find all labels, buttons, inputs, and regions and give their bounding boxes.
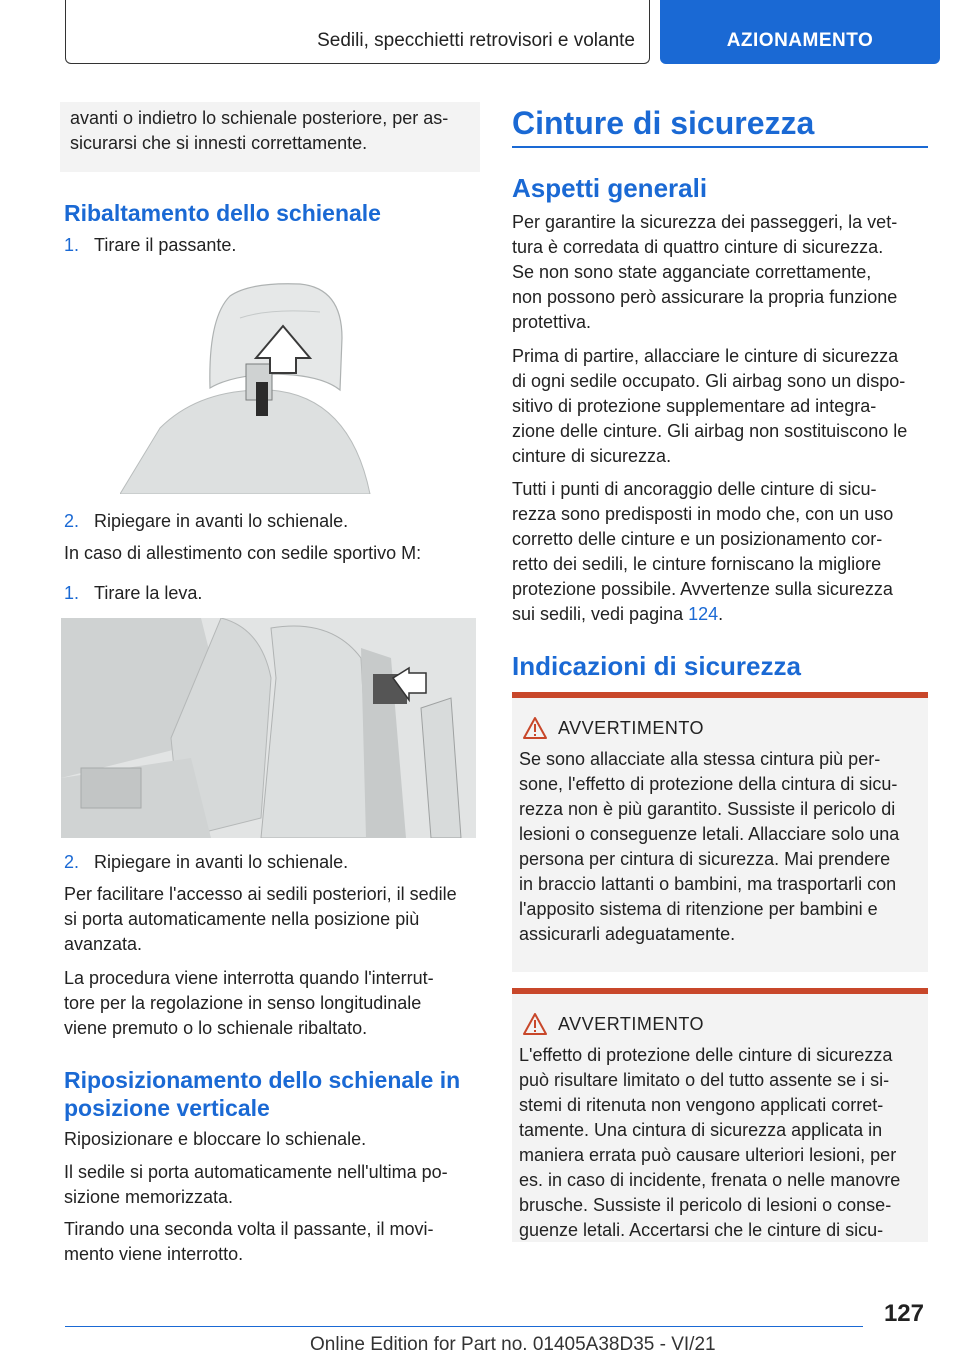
warning-triangle-icon	[522, 716, 548, 740]
paragraph-general-2	[512, 344, 907, 469]
header-chapter-title: AZIONAMENTO	[726, 30, 874, 51]
sport-seat-note: In caso di allestimento con sedile sportivo M:	[64, 543, 422, 563]
text-line: non possono però assicurare la propria funzione	[512, 287, 898, 307]
text-line: lesioni o conseguenze letali. Allacciare solo una	[519, 824, 900, 844]
text-line: corretto delle cinture e un posizionamento cor-	[512, 529, 883, 549]
text-line: sone, l'effetto di protezione della cintura di sicu-	[519, 774, 898, 794]
paragraph-general-3	[512, 477, 893, 627]
text-line: tore per la regolazione in senso longitudinale	[64, 993, 422, 1013]
header-chapter-tab	[660, 0, 940, 64]
heading-cinture: Cinture di sicurezza	[512, 105, 815, 141]
header-section-title: Sedili, specchietti retrovisori e volante	[317, 30, 635, 51]
step-2a	[64, 509, 464, 534]
text-line: stemi di ritenuta non vengono applicati corret-	[519, 1095, 884, 1115]
text-line: avanzata.	[64, 934, 143, 954]
paragraph-access	[64, 882, 484, 957]
warning-box-2	[512, 988, 928, 1242]
text-line: maniera errata può causare ulteriori lesioni, per	[519, 1145, 897, 1165]
heading-underline	[512, 146, 928, 148]
text-span: .	[718, 604, 724, 624]
text-line: Tirando una seconda volta il passante, il movi-	[64, 1219, 434, 1239]
step-1a	[64, 233, 464, 258]
warning-title: AVVERTIMENTO	[558, 1014, 705, 1034]
step-number: 1.	[64, 235, 80, 255]
warning-triangle-icon	[522, 1012, 548, 1036]
text-line: Se sono allacciate alla stessa cintura più per-	[519, 749, 881, 769]
headrest-illustration	[120, 278, 380, 494]
warning-box-1	[512, 692, 928, 972]
paragraph-stop	[64, 1217, 434, 1267]
page-reference-link[interactable]: 124	[688, 604, 719, 624]
paragraph-general-1	[512, 210, 897, 335]
warning-bar	[512, 692, 928, 698]
step-2b	[64, 850, 464, 875]
step-1b	[64, 581, 464, 606]
page-number: 127	[883, 1300, 924, 1327]
text-line: guenze letali. Accertarsi che le cinture di sicu-	[519, 1220, 884, 1240]
step-text: Tirare la leva.	[94, 583, 203, 603]
warning-text	[519, 1043, 900, 1243]
text-line: protezione possibile. Avvertenze sulla sicurezza	[512, 579, 893, 599]
warning-text	[519, 747, 899, 947]
warning-title: AVVERTIMENTO	[558, 718, 705, 738]
text-line: l'apposito sistema di ritenzione per bambini e	[519, 899, 878, 919]
sport-seat-illustration	[61, 618, 476, 838]
text-line: persona per cintura di sicurezza. Mai prendere	[519, 849, 891, 869]
text-line: retto dei sedili, le cinture forniscano la migliore	[512, 554, 882, 574]
text-line: Tutti i punti di ancoraggio delle cinture di sicu-	[512, 479, 877, 499]
step-number: 2.	[64, 852, 80, 872]
text-line: L'effetto di protezione delle cinture di sicurezza	[519, 1045, 893, 1065]
text-line: mento viene interrotto.	[64, 1244, 244, 1264]
heading-indicazioni: Indicazioni di sicurezza	[512, 651, 801, 681]
text-line: sitivo di protezione supplementare ad integra-	[512, 396, 877, 416]
intro-line-2: sicurarsi che si innesti correttamente.	[70, 133, 368, 153]
heading-riposizionamento	[64, 1066, 460, 1122]
text-line: di ogni sedile occupato. Gli airbag sono un dispo-	[512, 371, 906, 391]
paragraph-memory	[64, 1160, 448, 1210]
text-line: Se non sono state agganciate correttamente,	[512, 262, 872, 282]
warning-bar	[512, 988, 928, 994]
footer-edition: Online Edition for Part no. 01405A38D35 - VI/21	[310, 1334, 716, 1355]
step-number: 2.	[64, 511, 80, 531]
text-line: assicurarli adeguatamente.	[519, 924, 736, 944]
paragraph-reposition: Riposizionare e bloccare lo schienale.	[64, 1129, 367, 1149]
text-line: cinture di sicurezza.	[512, 446, 672, 466]
text-line: sizione memorizzata.	[64, 1187, 234, 1207]
step-text: Tirare il passante.	[94, 235, 237, 255]
paragraph-interruption	[64, 966, 484, 1041]
text-line: si porta automaticamente nella posizione più	[64, 909, 420, 929]
header-section-tab	[65, 0, 650, 64]
text-span: sui sedili, vedi pagina	[512, 604, 689, 624]
text-line: Prima di partire, allacciare le cinture di sicurezza	[512, 346, 899, 366]
text-line: zione delle cinture. Gli airbag non sostituiscono le	[512, 421, 908, 441]
heading-ribaltamento: Ribaltamento dello schienale	[64, 200, 381, 226]
text-line: rezza non è più garantito. Sussiste il pericolo di	[519, 799, 896, 819]
step-text: Ripiegare in avanti lo schienale.	[94, 852, 349, 872]
text-line: protettiva.	[512, 312, 592, 332]
footer-divider	[65, 1326, 863, 1327]
text-line: tamente. Una cintura di sicurezza applicata in	[519, 1120, 883, 1140]
heading-line: posizione verticale	[64, 1095, 270, 1121]
text-line: Per facilitare l'accesso ai sedili posteriori, il sedile	[64, 884, 457, 904]
text-line: La procedura viene interrotta quando l'interrut-	[64, 968, 434, 988]
heading-aspetti: Aspetti generali	[512, 173, 708, 203]
text-line: es. in caso di incidente, frenata o nelle manovre	[519, 1170, 901, 1190]
step-number: 1.	[64, 583, 80, 603]
text-line: viene premuto o lo schienale ribaltato.	[64, 1018, 368, 1038]
text-line: Per garantire la sicurezza dei passeggeri, la vet-	[512, 212, 898, 232]
text-line: rezza sono predisposti in modo che, con un uso	[512, 504, 894, 524]
intro-box	[60, 102, 480, 172]
text-line: Il sedile si porta automaticamente nell'ultima po-	[64, 1162, 448, 1182]
heading-line: Riposizionamento dello schienale in	[64, 1067, 461, 1093]
intro-line-1: avanti o indietro lo schienale posteriore, per as-	[70, 108, 449, 128]
text-line: tura è corredata di quattro cinture di sicurezza.	[512, 237, 884, 257]
text-line: può risultare limitato o del tutto assente se i si-	[519, 1070, 890, 1090]
text-line: in braccio lattanti o bambini, ma trasportarli con	[519, 874, 897, 894]
text-line: brusche. Sussiste il pericolo di lesioni o conse-	[519, 1195, 892, 1215]
text-line-with-link	[512, 602, 893, 627]
step-text: Ripiegare in avanti lo schienale.	[94, 511, 349, 531]
